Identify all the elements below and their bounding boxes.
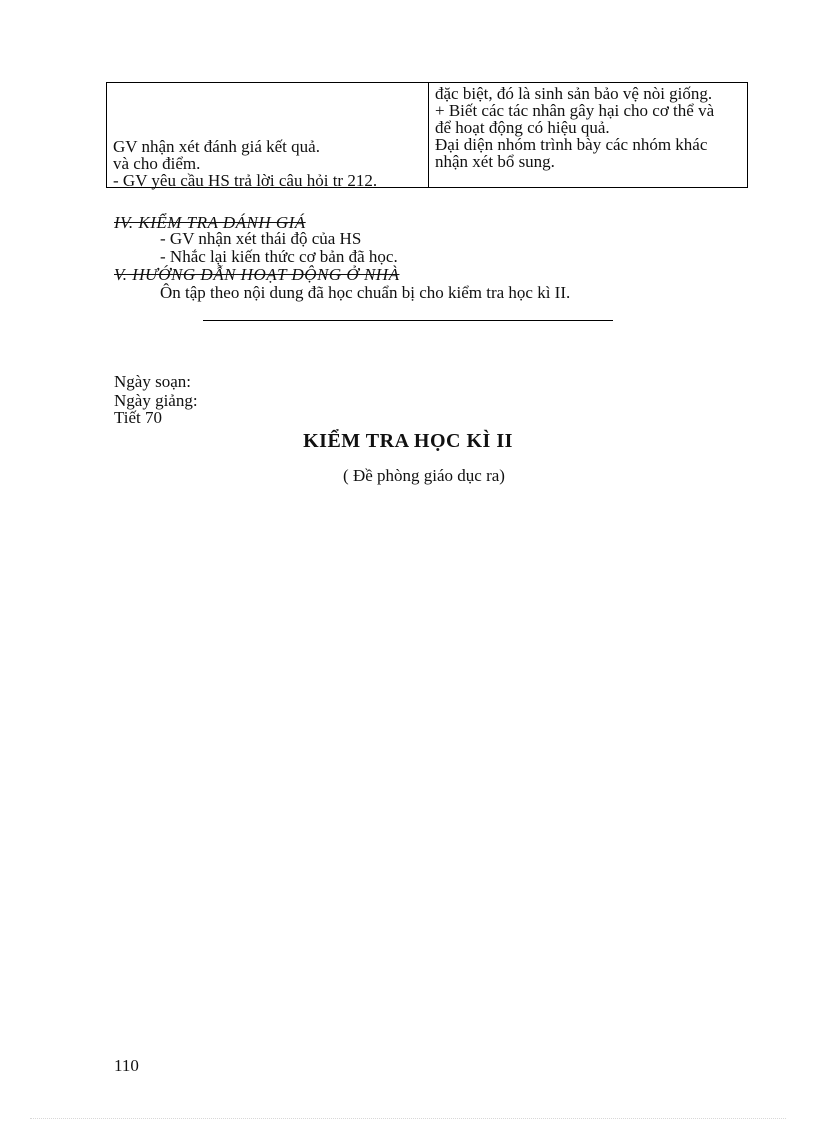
table-line: + Biết các tác nhân gây hại cho cơ thể và — [435, 101, 715, 120]
table-line: nhận xét bổ sung. — [435, 152, 555, 171]
table-line: để hoạt động có hiệu quả. — [435, 118, 610, 137]
prep-date-label: Ngày soạn: — [114, 372, 191, 391]
homework-text: Ôn tập theo nội dung đã học chuẩn bị cho kiểm tra học kì II. — [160, 283, 571, 302]
teach-date-label: Ngày giảng: — [114, 391, 198, 410]
table-line: và cho điểm. — [113, 154, 201, 173]
exam-subtitle: ( Đề phòng giáo dục ra) — [343, 466, 505, 485]
table-line: GV nhận xét đánh giá kết quả. — [113, 137, 320, 156]
page-number: 110 — [114, 1056, 139, 1075]
section-heading-assessment: IV. KIỂM TRA ĐÁNH GIÁ — [114, 213, 306, 232]
page-bottom-border — [30, 1118, 786, 1119]
table-cell-student — [435, 85, 745, 170]
assessment-item: - Nhắc lại kiến thức cơ bản đã học. — [160, 247, 398, 266]
table-column-divider — [428, 83, 429, 187]
section-heading-homework: V. HƯỚNG DẪN HOẠT ĐỘNG Ở NHÀ — [114, 265, 400, 284]
period-label: Tiết 70 — [114, 408, 163, 427]
lesson-table — [106, 82, 748, 188]
section-divider-rule — [203, 320, 613, 321]
exam-title: KIỂM TRA HỌC KÌ II — [303, 430, 513, 452]
table-line: - GV yêu cầu HS trả lời câu hỏi tr 212. — [113, 171, 378, 190]
table-line: đặc biệt, đó là sinh sản bảo vệ nòi giống. — [435, 84, 713, 103]
table-line: Đại diện nhóm trình bày các nhóm khác — [435, 135, 708, 154]
table-cell-teacher — [113, 138, 425, 189]
assessment-item: - GV nhận xét thái độ của HS — [160, 229, 362, 248]
